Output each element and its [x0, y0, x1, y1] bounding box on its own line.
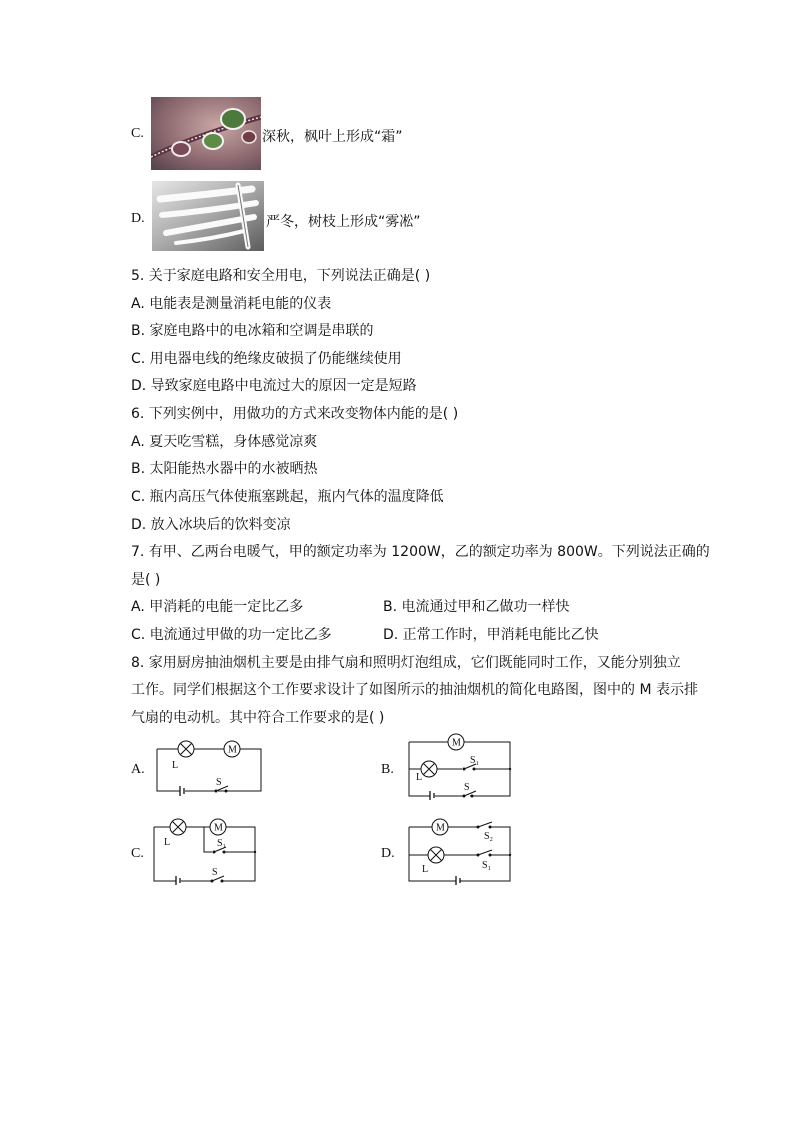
- switch-s1-label: S₁: [482, 860, 492, 871]
- motor-label: M: [452, 737, 461, 749]
- switch-s1-label: S₁: [217, 838, 227, 849]
- q8-stem-line3: 气扇的电动机。其中符合工作要求的是( ): [131, 710, 385, 726]
- lamp-label: L: [422, 864, 429, 875]
- rime-branch-photo: [152, 181, 264, 251]
- q8-stem-line1: 8. 家用厨房抽油烟机主要是由排气扇和照明灯泡组成，它们既能同时工作，又能分别独立: [131, 655, 681, 671]
- motor-label: M: [436, 822, 445, 834]
- q4-option-c-text: 深秋，枫叶上形成“霜”: [262, 129, 403, 145]
- circuit-a-diagram: [150, 735, 270, 797]
- q6-option-a: A. 夏天吃雪糕，身体感觉凉爽: [131, 434, 318, 450]
- circuit-c-diagram: [150, 815, 262, 885]
- q6-option-d: D. 放入冰块后的饮料变凉: [131, 517, 291, 533]
- q5-stem: 5. 关于家庭电路和安全用电，下列说法正确是( ): [131, 268, 431, 284]
- q8-stem-line2: 工作。同学们根据这个工作要求设计了如图所示的抽油烟机的简化电路图，图中的 M 表示排: [131, 682, 698, 698]
- switch-s1-label: S₁: [470, 755, 480, 766]
- circuit-c-letter: C.: [131, 846, 144, 861]
- circuit-a-letter: A.: [131, 762, 145, 777]
- lamp-label: L: [172, 760, 179, 771]
- q5-option-a: A. 电能表是测量消耗电能的仪表: [131, 296, 332, 312]
- circuit-b-diagram: [404, 732, 516, 800]
- q6-stem: 6. 下列实例中，用做功的方式来改变物体内能的是( ): [131, 406, 459, 422]
- frost-leaf-image: [151, 97, 261, 170]
- lamp-label: L: [416, 772, 423, 783]
- circuit-d-diagram: [404, 815, 516, 885]
- motor-label: M: [214, 822, 223, 834]
- q5-option-c: C. 用电器电线的绝缘皮破损了仍能继续使用: [131, 351, 402, 367]
- q5-option-d: D. 导致家庭电路中电流过大的原因一定是短路: [131, 378, 417, 394]
- switch-s-label: S: [464, 782, 470, 793]
- q7-stem-line1: 7. 有甲、乙两台电暖气，甲的额定功率为 1200W，乙的额定功率为 800W。下列说法正确的: [131, 544, 710, 560]
- motor-label: M: [228, 744, 237, 756]
- switch-s2-label: S₂: [484, 831, 494, 842]
- lamp-label: L: [164, 837, 171, 848]
- circuit-d-letter: D.: [381, 846, 395, 861]
- q7-stem-line2: 是( ): [131, 572, 161, 588]
- q4-option-c-letter: C.: [131, 126, 144, 141]
- q5-option-b: B. 家庭电路中的电冰箱和空调是串联的: [131, 323, 374, 339]
- q7-option-a: A. 甲消耗的电能一定比乙多: [131, 599, 304, 615]
- q7-option-b: B. 电流通过甲和乙做功一样快: [383, 599, 570, 615]
- q7-option-c: C. 电流通过甲做的功一定比乙多: [131, 627, 332, 643]
- q4-option-d-letter: D.: [131, 211, 145, 226]
- switch-s-label: S: [212, 867, 218, 878]
- q6-option-b: B. 太阳能热水器中的水被晒热: [131, 461, 318, 477]
- circuit-b-letter: B.: [381, 762, 394, 777]
- q4-option-d-text: 严冬，树枝上形成“雾凇”: [266, 214, 421, 230]
- frost-leaf-photo: [151, 97, 261, 170]
- switch-s-label: S: [216, 777, 222, 788]
- rime-branch-image: [152, 181, 264, 251]
- q6-option-c: C. 瓶内高压气体使瓶塞跳起，瓶内气体的温度降低: [131, 489, 444, 505]
- q7-option-d: D. 正常工作时，甲消耗电能比乙快: [383, 627, 599, 643]
